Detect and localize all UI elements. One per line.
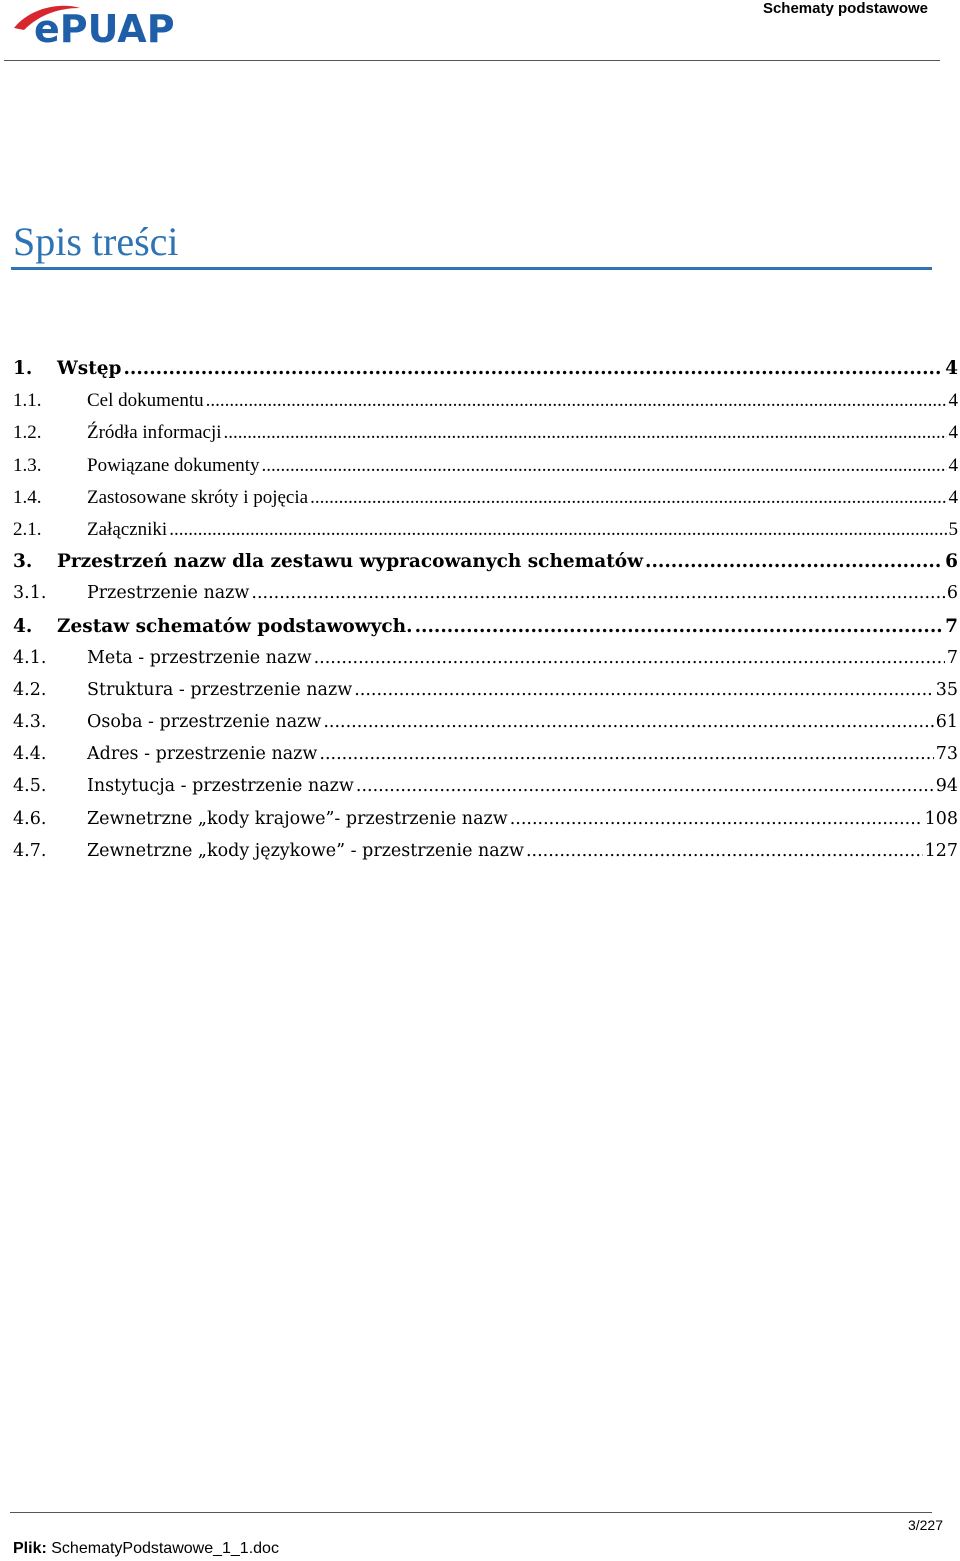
toc-entry-label: Załączniki: [87, 518, 168, 540]
toc-entry-label: Powiązane dokumenty: [87, 454, 260, 476]
toc-entry-label: Cel dokumentu: [87, 390, 204, 412]
toc-entry-number: 4.1.: [13, 647, 47, 668]
toc-leader-dots: [123, 358, 943, 379]
toc-leader-dots: [415, 616, 944, 637]
toc-leader-dots: [645, 551, 943, 572]
toc-entry-label: Przestrzeń nazw dla zestawu wypracowanych schematów: [57, 551, 644, 573]
toc-entry-page: 6: [946, 583, 958, 604]
toc-entry-number: 3.: [13, 551, 33, 573]
svg-text:ePUAP: ePUAP: [34, 7, 175, 48]
toc-leader-dots: [251, 583, 944, 603]
toc-entry-page: 4: [948, 390, 958, 412]
toc-entry-number: 4.6.: [13, 808, 47, 829]
toc-entry[interactable]: [13, 455, 958, 487]
toc-entry-number: 1.1.: [13, 390, 42, 412]
toc-leader-dots: [354, 680, 934, 700]
toc-entry[interactable]: [13, 487, 958, 519]
toc-entry-page: 4: [948, 422, 958, 444]
footer-file-info: [13, 1540, 279, 1558]
page-number: 3/227: [907, 1517, 943, 1533]
toc-entry-number: 1.: [13, 358, 33, 379]
epuap-logo-graphic: [10, 2, 220, 48]
toc-entry-page: 4: [945, 358, 958, 379]
toc-entry[interactable]: [13, 841, 958, 873]
toc-entry-label: Przestrzenie nazw: [87, 583, 250, 604]
toc-entry-number: 4.3.: [13, 712, 47, 733]
toc-entry-label: Adres - przestrzenie nazw: [87, 744, 318, 765]
toc-leader-dots: [206, 390, 947, 412]
toc-leader-dots: [323, 712, 933, 732]
toc-leader-dots: [356, 776, 934, 796]
toc-entry-label: Zewnetrzne „kody językowe” - przestrzenie nazw: [87, 840, 524, 861]
toc-entry-page: 94: [935, 776, 958, 797]
toc-entry[interactable]: [13, 648, 958, 680]
toc-entry-label: Zewnetrzne „kody krajowe”- przestrzenie nazw: [87, 808, 508, 829]
file-name: SchematyPodstawowe_1_1.doc: [51, 1540, 279, 1557]
toc-entry-number: 2.1.: [13, 518, 42, 540]
toc-leader-dots: [526, 841, 923, 861]
toc-entry-page: 6: [945, 551, 958, 573]
toc-entry-label: Instytucja - przestrzenie nazw: [87, 776, 354, 797]
toc-entry-number: 1.2.: [13, 422, 42, 444]
toc-entry-number: 4.7.: [13, 840, 47, 861]
toc-entry[interactable]: [13, 744, 958, 776]
toc-entry-number: 1.3.: [13, 454, 42, 476]
toc-heading: Spis treści: [13, 219, 179, 264]
toc-entry[interactable]: [13, 519, 958, 551]
toc-leader-dots: [262, 455, 947, 477]
toc-entry-page: 73: [935, 744, 958, 765]
toc-entry-number: 4.4.: [13, 744, 47, 765]
toc-leader-dots: [314, 648, 945, 668]
toc-entry-label: Meta - przestrzenie nazw: [87, 647, 312, 668]
toc-entry-page: 108: [924, 808, 958, 829]
toc-entry-number: 4.2.: [13, 679, 47, 700]
toc-entry-label: Struktura - przestrzenie nazw: [87, 679, 353, 700]
toc-entry-page: 5: [948, 518, 958, 540]
epuap-logo: [10, 2, 220, 48]
header-divider: [4, 60, 940, 61]
toc-entry-page: 127: [924, 840, 958, 861]
toc-entry[interactable]: [13, 390, 958, 422]
toc-leader-dots: [169, 519, 946, 541]
toc-entry[interactable]: [13, 712, 958, 744]
toc-entry[interactable]: [13, 358, 958, 390]
file-label: Plik:: [13, 1540, 47, 1557]
toc-entry-label: Zestaw schematów podstawowych.: [57, 615, 413, 637]
toc-entry[interactable]: [13, 809, 958, 841]
toc-entry-number: 4.5.: [13, 776, 47, 797]
document-header-title: Schematy podstawowe: [762, 0, 928, 17]
footer-divider: [10, 1512, 932, 1513]
toc-entry-page: 7: [945, 615, 958, 637]
toc-entry[interactable]: [13, 776, 958, 808]
toc-entry-page: 35: [935, 679, 958, 700]
toc-heading-underline: [11, 267, 932, 270]
toc-entry[interactable]: [13, 680, 958, 712]
toc-entry-label: Osoba - przestrzenie nazw: [87, 712, 322, 733]
toc-entry-label: Źródła informacji: [87, 422, 222, 444]
toc-entry-page: 61: [935, 712, 958, 733]
toc-leader-dots: [319, 744, 933, 764]
toc-leader-dots: [510, 809, 923, 829]
toc-entry[interactable]: [13, 422, 958, 454]
toc-entry-page: 4: [948, 486, 958, 508]
toc-entry-label: Wstęp: [57, 358, 122, 379]
table-of-contents: [13, 358, 958, 873]
toc-leader-dots: [224, 422, 947, 444]
toc-entry-page: 4: [948, 454, 958, 476]
toc-entry-label: Zastosowane skróty i pojęcia: [87, 486, 309, 508]
toc-entry-number: 1.4.: [13, 486, 42, 508]
toc-entry[interactable]: [13, 551, 958, 583]
toc-entry-page: 7: [946, 647, 958, 668]
toc-entry-number: 4.: [13, 615, 33, 637]
toc-entry-number: 3.1.: [13, 583, 47, 604]
toc-entry[interactable]: [13, 583, 958, 615]
toc-entry[interactable]: [13, 616, 958, 648]
toc-leader-dots: [310, 487, 946, 509]
